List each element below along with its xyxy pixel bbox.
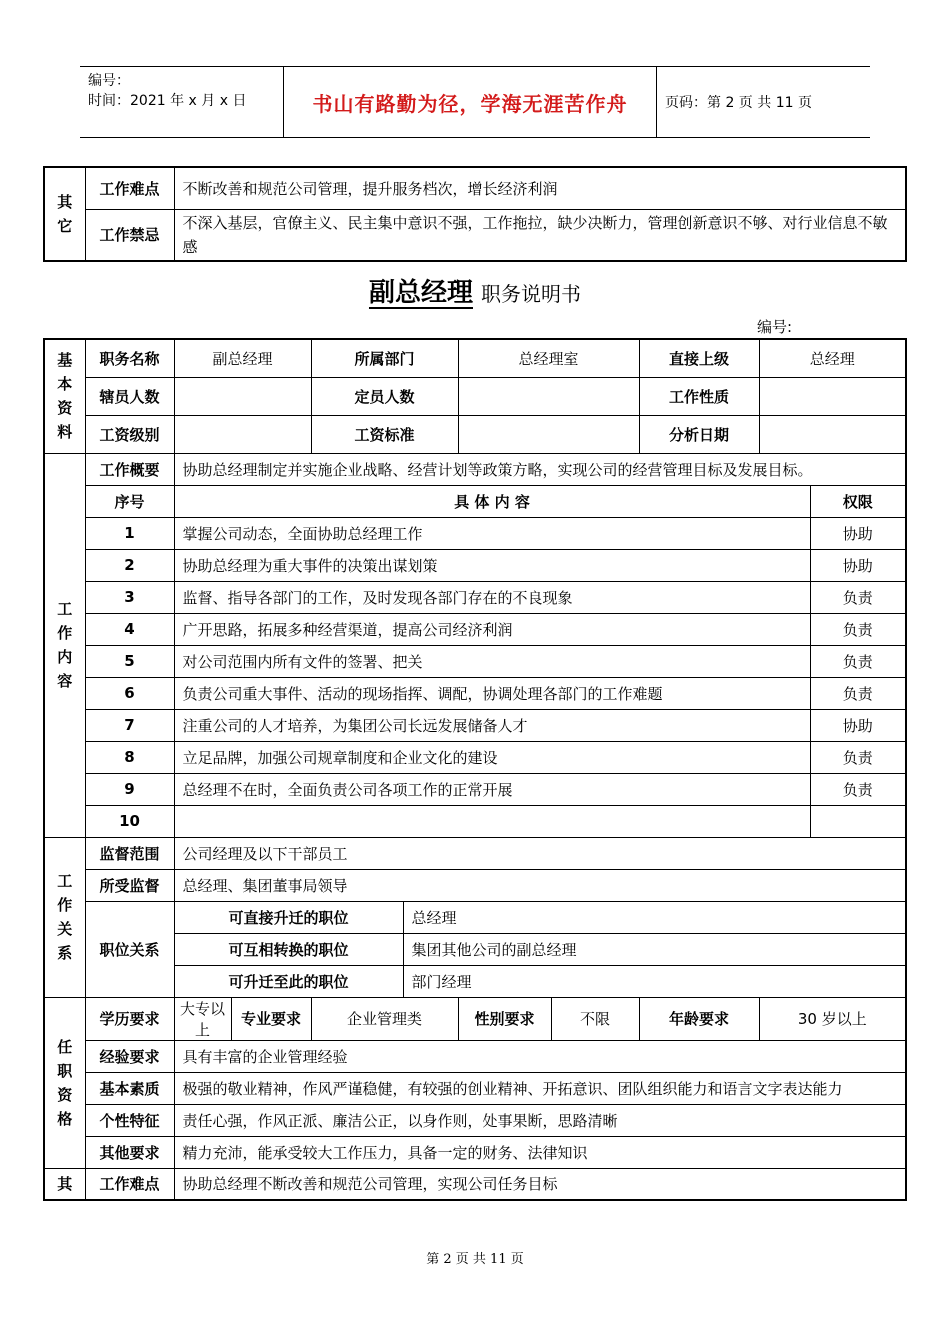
table-row: 10 xyxy=(44,805,906,837)
table-row: 8 立足品牌，加强公司规章制度和企业文化的建设 负责 xyxy=(44,741,906,773)
header-page-info: 页码：第 2 页 共 11 页 xyxy=(665,95,812,111)
position-relation-label: 职位关系 xyxy=(85,901,174,997)
major-label: 专业要求 xyxy=(231,997,311,1040)
top-row-label: 工作难点 xyxy=(85,167,174,209)
major-value: 企业管理类 xyxy=(311,997,458,1040)
title-sub: 职务说明书 xyxy=(481,282,581,306)
qualify-row-label: 个性特征 xyxy=(85,1104,174,1136)
header-motto: 书山有路勤为径，学海无涯苦作舟 xyxy=(312,91,628,116)
work-head-auth: 权限 xyxy=(810,485,906,517)
supervised-by-label: 所受监督 xyxy=(85,869,174,901)
title-code-label: 编号: xyxy=(757,318,793,336)
top-continuation-table xyxy=(43,166,907,262)
basic-value xyxy=(759,377,906,415)
header-page-cell xyxy=(655,67,870,137)
work-overview-label: 工作概要 xyxy=(85,453,174,485)
qualify-row-label: 经验要求 xyxy=(85,1040,174,1072)
qualify-row-value: 极强的敬业精神，作风严谨稳健，有较强的创业精神、开拓意识、团队组织能力和语言文字表达能力 xyxy=(174,1072,906,1104)
qualify-row-value: 责任心强，作风正派、廉洁公正，以身作则，处事果断，思路清晰 xyxy=(174,1104,906,1136)
qualify-row-label: 其他要求 xyxy=(85,1136,174,1168)
table-row: 3 监督、指导各部门的工作，及时发现各部门存在的不良现象 负责 xyxy=(44,581,906,613)
basic-label: 直接上级 xyxy=(639,339,759,377)
supervised-by: 总经理、集团董事局领导 xyxy=(174,869,906,901)
table-row: 2 协助总经理为重大事件的决策出谋划策 协助 xyxy=(44,549,906,581)
table-row: 6 负责公司重大事件、活动的现场指挥、调配，协调处理各部门的工作难题 负责 xyxy=(44,677,906,709)
top-row-value: 不断改善和规范公司管理，提升服务档次，增长经济利润 xyxy=(174,167,906,209)
gender-value: 不限 xyxy=(551,997,639,1040)
position-value: 集团其他公司的副总经理 xyxy=(403,933,906,965)
basic-side-label: 基 本 资 料 xyxy=(44,339,85,453)
bottom-side-label: 其 xyxy=(44,1168,85,1200)
position-label: 可直接升迁的职位 xyxy=(174,901,403,933)
position-label: 可升迁至此的职位 xyxy=(174,965,403,997)
qualify-row-value: 精力充沛，能承受较大工作压力，具备一定的财务、法律知识 xyxy=(174,1136,906,1168)
basic-label: 工资级别 xyxy=(85,415,174,453)
table-row: 9 总经理不在时，全面负责公司各项工作的正常开展 负责 xyxy=(44,773,906,805)
work-head-content: 具 体 内 容 xyxy=(174,485,810,517)
basic-label: 分析日期 xyxy=(639,415,759,453)
doc-date: 时间：2021 年 x 月 x 日 xyxy=(88,93,247,109)
gender-label: 性别要求 xyxy=(458,997,551,1040)
age-value: 30 岁以上 xyxy=(759,997,906,1040)
work-head-no: 序号 xyxy=(85,485,174,517)
edu-value: 大专以上 xyxy=(174,997,231,1040)
basic-value xyxy=(174,415,311,453)
relation-side-label: 工 作 关 系 xyxy=(44,837,85,997)
basic-value xyxy=(174,377,311,415)
qualify-side-label: 任 职 资 格 xyxy=(44,997,85,1168)
basic-label: 工资标准 xyxy=(311,415,458,453)
header-motto-cell xyxy=(283,67,657,137)
basic-label: 工作性质 xyxy=(639,377,759,415)
table-row: 1 掌握公司动态，全面协助总经理工作 协助 xyxy=(44,517,906,549)
doc-code-label: 编号： xyxy=(88,73,130,89)
table-row: 4 广开思路，拓展多种经营渠道，提高公司经济利润 负责 xyxy=(44,613,906,645)
job-description-table xyxy=(43,338,907,1201)
basic-label: 职务名称 xyxy=(85,339,174,377)
bottom-label: 工作难点 xyxy=(85,1168,174,1200)
work-side-label: 工 作 内 容 xyxy=(44,453,85,837)
supervise-scope: 公司经理及以下干部员工 xyxy=(174,837,906,869)
top-side-label: 其 它 xyxy=(44,167,85,261)
top-row-value: 不深入基层，官僚主义、民主集中意识不强，工作拖拉，缺少决断力，管理创新意识不够、对行业信息不敏感 xyxy=(174,209,906,261)
top-row-label: 工作禁忌 xyxy=(85,209,174,261)
age-label: 年龄要求 xyxy=(639,997,759,1040)
header-meta xyxy=(80,67,283,137)
basic-value xyxy=(759,415,906,453)
basic-value: 总经理室 xyxy=(458,339,639,377)
basic-label: 定员人数 xyxy=(311,377,458,415)
position-value: 部门经理 xyxy=(403,965,906,997)
title-main: 副总经理 xyxy=(368,278,473,308)
basic-value xyxy=(458,377,639,415)
table-row: 5 对公司范围内所有文件的签署、把关 负责 xyxy=(44,645,906,677)
basic-value: 副总经理 xyxy=(174,339,311,377)
basic-label: 所属部门 xyxy=(311,339,458,377)
position-value: 总经理 xyxy=(403,901,906,933)
edu-label: 学历要求 xyxy=(85,997,174,1040)
table-row: 7 注重公司的人才培养，为集团公司长远发展储备人才 协助 xyxy=(44,709,906,741)
basic-value: 总经理 xyxy=(759,339,906,377)
basic-label: 辖员人数 xyxy=(85,377,174,415)
supervise-scope-label: 监督范围 xyxy=(85,837,174,869)
page-title xyxy=(0,272,950,309)
qualify-row-label: 基本素质 xyxy=(85,1072,174,1104)
page-header xyxy=(80,66,870,138)
position-label: 可互相转换的职位 xyxy=(174,933,403,965)
qualify-row-value: 具有丰富的企业管理经验 xyxy=(174,1040,906,1072)
bottom-value: 协助总经理不断改善和规范公司管理，实现公司任务目标 xyxy=(174,1168,906,1200)
work-overview: 协助总经理制定并实施企业战略、经营计划等政策方略，实现公司的经营管理目标及发展目标。 xyxy=(174,453,906,485)
basic-value xyxy=(458,415,639,453)
page-footer: 第 2 页 共 11 页 xyxy=(426,1252,524,1267)
